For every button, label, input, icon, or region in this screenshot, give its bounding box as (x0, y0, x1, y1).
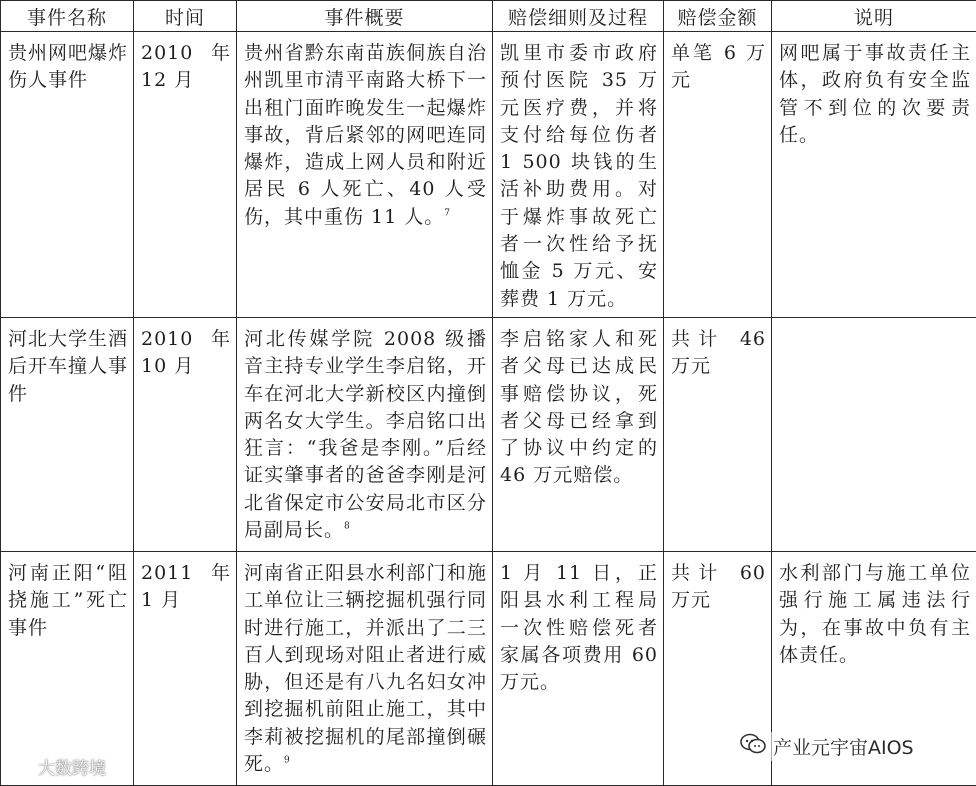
watermark-right-text: 产业元宇宙AIOS (773, 737, 914, 759)
watermark-left-text: 大数跨境 (38, 759, 106, 779)
cell-summary (237, 32, 493, 318)
cell-process: 1 月 11 日，正阳县水利工程局一次性赔偿死者家属各项费用 60 万元。 (493, 551, 664, 785)
chat-bubble-icon (12, 755, 34, 778)
footnote-marker: 9 (284, 755, 291, 766)
cell-remark (772, 317, 976, 551)
header-amount: 赔偿金额 (664, 1, 772, 32)
header-event-name: 事件名称 (1, 1, 134, 32)
header-process: 赔偿细则及过程 (493, 1, 664, 32)
cell-amount: 共计 46 万元 (664, 317, 772, 551)
cell-name: 河北大学生酒后开车撞人事件 (1, 317, 134, 551)
cell-name: 河南正阳“阻挠施工”死亡事件 (1, 551, 134, 785)
wechat-icon (739, 732, 767, 761)
header-time: 时间 (134, 1, 237, 32)
watermark-left (12, 754, 106, 779)
cell-time: 2010 年 12 月 (134, 32, 237, 318)
cell-amount: 单笔 6 万元 (664, 32, 772, 318)
summary-text: 河南省正阳县水利部门和施工单位让三辆挖掘机强行同时进行施工，并派出了二三百人到现场对阻止者进行威胁，但还是有八九名妇女冲到挖掘机前阻止施工，其中李莉被挖掘机的尾部撞倒碾死。 (244, 561, 487, 776)
cell-time: 2010 年 10 月 (134, 317, 237, 551)
cell-process: 李启铭家人和死者父母已达成民事赔偿协议，死者父母已经拿到了协议中约定的 46 万元赔偿。 (493, 317, 664, 551)
cell-remark: 网吧属于事故责任主体，政府负有安全监管不到位的次要责任。 (772, 32, 976, 318)
table-row (1, 32, 976, 318)
cell-remark: 水利部门与施工单位强行施工属违法行为，在事故中负有主体责任。 (772, 551, 976, 785)
cell-time: 2011 年 1 月 (134, 551, 237, 785)
cell-process: 凯里市委市政府预付医院 35 万元医疗费，并将支付给每位伤者 1 500 块钱的生活补助费用。对于爆炸事故死亡者一次性给予抚恤金 5 万元、安葬费 1 万元。 (493, 32, 664, 318)
header-row (1, 1, 976, 32)
cell-amount: 共计 60 万元 (664, 551, 772, 785)
summary-text: 河北传媒学院 2008 级播音主持专业学生李启铭，开车在河北大学新校区内撞倒两名女大学生。李启铭口出狂言：“我爸是李刚。”后经证实肇事者的爸爸李刚是河北省保定市公安局北市区分局副局长。 (244, 327, 487, 542)
table-row (1, 317, 976, 551)
footnote-marker: 8 (344, 521, 351, 532)
header-summary: 事件概要 (237, 1, 493, 32)
header-remark: 说明 (772, 1, 976, 32)
footnote-marker: 7 (444, 208, 451, 219)
cell-summary (237, 317, 493, 551)
cell-summary (237, 551, 493, 785)
summary-text: 贵州省黔东南苗族侗族自治州凯里市清平南路大桥下一出租门面昨晚发生一起爆炸事故，背后紧邻的网吧连同爆炸，造成上网人员和附近居民 6 人死亡、40 人受伤，其中重伤 11 人。 (244, 42, 487, 228)
watermark-right (735, 732, 918, 761)
cell-name: 贵州网吧爆炸伤人事件 (1, 32, 134, 318)
